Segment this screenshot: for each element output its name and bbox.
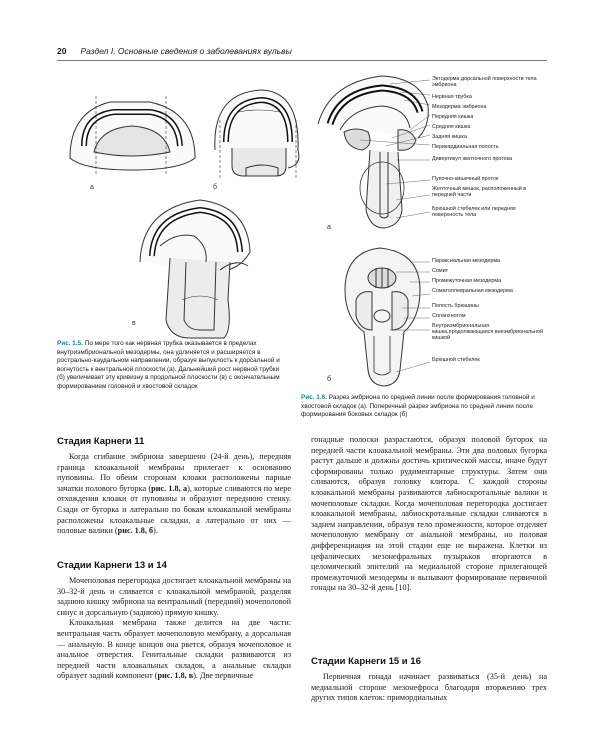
fig16b-label-peritoneal: Полость брюшины (432, 303, 479, 309)
right-paragraph-1: гонадные полоски разрастаются, образуя половой бугорок на передней части клоакальной мембраны. Эти два половых бугорка растут дальше и должны достичь критической массы, иначе будут сформированы только рудиментарные структуры. Затем они сливаются, образуя головку клитора. С каждой стороны клоакальной мембраны развиваются лабиоскротальные валики и мочеполовые складки. Когда мочеполовая перегородка достигает клоакальной мембраны, лабиоскротальные складки сливаются в заднем направлении, образуя тело промежности, которое отделяет мочеполовую мембрану от анальной мембраны, но половая дифференциация на этой стадии еще не выражена. Клетки из цефалических мезонефральных пузырьков вторгаются в целомический эпителий на медиальной стороне прилегающей промежуточной мезодермы и вызывают формирование первичной гонады на 30–32-й день [10]. (311, 435, 547, 593)
right-paragraph-2: Первичная гонада начинает развиваться (35-й день) на медиальной стороне мезонефроса благодаря вторжению трех других типов клеток: примордиальных (311, 672, 547, 703)
fig16b-label-paraxial: Параксиальная мезодерма (432, 258, 501, 264)
section1-paragraph (57, 452, 291, 537)
section2-body (57, 576, 291, 682)
fig16b-label-stalk: Брюшной стебелек (432, 357, 480, 363)
right-column-body (311, 435, 547, 594)
section1-heading: Стадия Карнеги 11 (57, 436, 145, 447)
s2-text-b: ). Две первичные (193, 671, 254, 681)
fig16a-label-yolk-sac: Желточный мешок, расположенный в передней части (432, 186, 527, 199)
section3-body (311, 672, 547, 704)
fig15-sublabel-b: б (213, 184, 218, 191)
s2-text-a: Клоакальная мембрана также делится на две части: вентральная часть образует мочеполовую мембрану, а дорсальная — анальную. В конце концов она рвется, образуя мочеполовое и анальное отверстия. Генитальные складки развиваются из передней части клоакальных складок, а анальные складки образует задний компонент ( (57, 618, 291, 681)
fig16a-label-hindgut: Задняя кишка (432, 134, 467, 140)
fig16b-label-somite: Сомит (432, 268, 449, 274)
fig16a-label-pericardial: Перикардиальная полость (432, 144, 499, 150)
fig16b-label-splanchnotome: Спланхнотом (432, 313, 466, 319)
fig16a-label-ectoderm: Эктодерма дорсальной поверхности тела эмбриона (432, 76, 537, 89)
fig16-sublabel-b: б (327, 376, 332, 383)
fig15-sublabel-a: а (90, 184, 94, 191)
s1-fig-ref-1: рис. 1.8, а (151, 483, 188, 493)
fig15-sublabel-c: в (132, 320, 136, 327)
fig16a-label-neural-tube: Нервная трубка (432, 94, 472, 100)
section3-heading: Стадии Карнеги 15 и 16 (311, 656, 421, 667)
fig16a-label-mesoderm: Мезодерма эмбриона (432, 104, 487, 110)
fig16b-label-intermediate: Промежуточная мезодерма (432, 278, 502, 284)
s1-fig-ref-2: рис. 1.8, б (117, 526, 154, 536)
section2-heading: Стадии Карнеги 13 и 14 (57, 560, 167, 571)
fig16b-label-gut: Внутриэмбриональная кишка,продолжающаяся внеэмбриональной кишкой (432, 323, 543, 342)
fig16a-label-stalk: Брюшной стебелек или передняя поверхность тела (432, 206, 516, 219)
fig16a-label-foregut: Передняя кишка (432, 114, 474, 120)
fig16b-label-somatopleural: Соматоплевральная мезодерма (432, 288, 513, 294)
s2-fig-ref: рис. 1.8, в (157, 671, 194, 681)
section2-paragraph-2 (57, 618, 291, 682)
fig16-sublabel-a: а (327, 224, 331, 231)
fig15-caption-number: Рис. 1.5. (57, 340, 83, 347)
s1-text-c: ). (153, 526, 158, 536)
s1-text-b: ), которые сливаются по мере отхождения клоаки от пуповины и образуют переднюю стенку. Сзади от бугорка и латерально по бокам клоакальной мембраны расположены клоакальные складки, а латерально от них — половые валики ( (57, 483, 292, 536)
fig16a-label-midgut: Средняя кишка (432, 124, 471, 130)
fig16-caption-text: Разрез эмбриона по средней линии после формирования головной и хвостовой складок (а). Поперечный разрез эмбриона по средней линии после формирования боковых складок (б) (301, 394, 535, 419)
fig16b-drawing (345, 248, 420, 386)
fig15-caption-text: По мере того как нервная трубка оказывается в пределах внутриэмбриональной мезодермы, она удлиняется и расширяется в рострально-каудальном направлении, образуя выпуклость к дорсальной и вогнутость к вентральной плоскости (а). Дальнейший рост нервной трубки (б) увеличивает эту кривизну в продольной плоскости (в) с окончательным формированием головной и хвостовой складок (57, 340, 280, 390)
fig16-caption-number: Рис. 1.6. (301, 394, 327, 401)
fig16-caption (301, 394, 547, 420)
fig16a-label-diverticulum: Дивертикул желточного протока (432, 156, 513, 162)
fig16a-drawing (318, 76, 428, 228)
s1-text-a: Когда сгибание эмбриона завершено (24-й день), передняя граница клоакальной мембраны прилегает к основанию пуповины. По обеим сторонам клоаки расположены парные зачатки полового бугорка ( (57, 452, 291, 493)
running-title: Раздел I. Основные сведения о заболеваниях вульвы (80, 46, 292, 56)
section1-body (57, 452, 291, 537)
page-number: 20 (57, 46, 67, 56)
fig16a-label-vitelline-duct: Пупочно-кишечный проток (432, 176, 499, 182)
section2-paragraph-1: Мочеполовая перегородка достигает клоакальной мембраны на 30–32-й день и сливается с клоакальной мембраной, разделяя заднюю кишку эмбриона на вентральный (передний) мочеполовой синус и дорсальную (заднюю) прямую кишку. (57, 576, 291, 617)
